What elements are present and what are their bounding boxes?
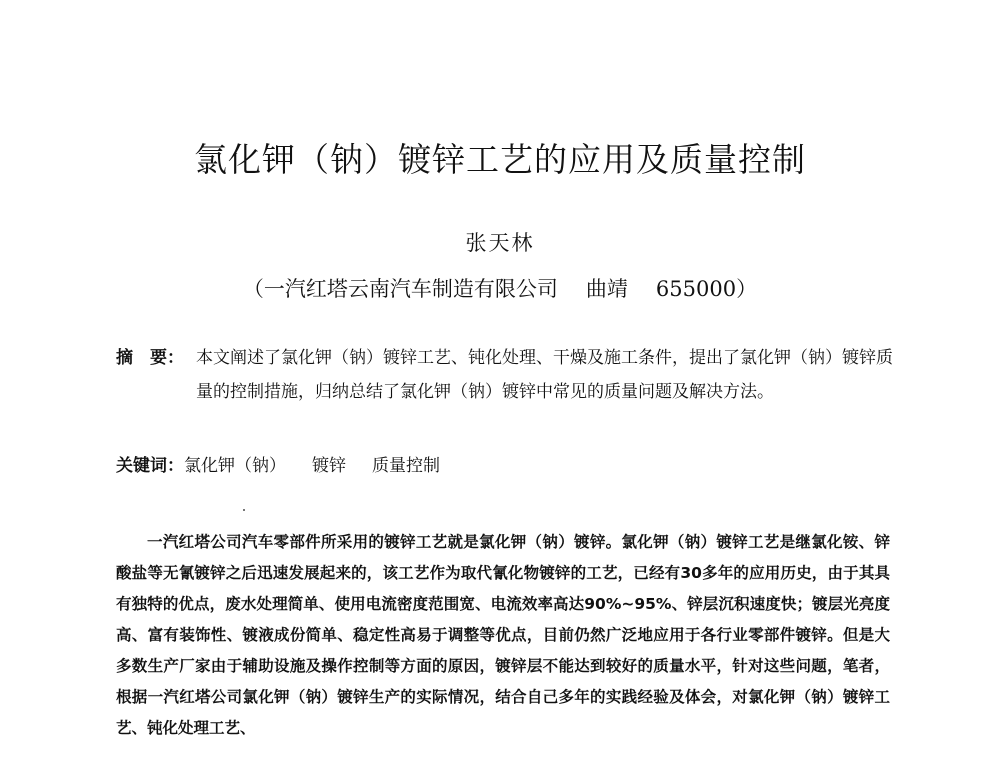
abstract-section [116, 341, 896, 409]
keywords-section [116, 451, 466, 481]
keyword-item: 氯化钾（钠） [184, 456, 286, 476]
abstract-text: 本文阐述了氯化钾（钠）镀锌工艺、钝化处理、干燥及施工条件，提出了氯化钾（钠）镀锌质量的控制措施，归纳总结了氯化钾（钠）镀锌中常见的质量问题及解决方法。 [196, 348, 893, 402]
author-affiliation [0, 273, 1000, 305]
abstract-row [116, 341, 896, 409]
keyword-item: 质量控制 [372, 456, 440, 476]
body-paragraph: 一汽红塔公司汽车零部件所采用的镀锌工艺就是氯化钾（钠）镀锌。氯化钾（钠）镀锌工艺是继氯化铵、锌酸盐等无氰镀锌之后迅速发展起来的，该工艺作为取代氰化物镀锌的工艺，已经有30多年的应用历史，由于其具有独特的优点，废水处理简单、使用电流密度范围宽、电流效率高达90%~95%、锌层沉积速度快；镀层光亮度高、富有装饰性、镀液成份简单、稳定性高易于调整等优点，目前仍然广泛地应用于各行业零部件镀锌。但是大多数生产厂家由于辅助设施及操作控制等方面的原因，镀锌层不能达到较好的质量水平，针对这些问题，笔者，根据一汽红塔公司氯化钾（钠）镀锌生产的实际情况，结合自己多年的实践经验及体会，对氯化钾（钠）镀锌工艺、钝化处理工艺、 [116, 533, 890, 737]
affiliation-org: （一汽红塔云南汽车制造有限公司 [242, 277, 558, 301]
affiliation-postcode: 655000） [655, 277, 758, 301]
paper-title: 氯化钾（钠）镀锌工艺的应用及质量控制 [194, 140, 806, 179]
affiliation-city: 曲靖 [585, 277, 628, 301]
keywords-label: 关键词： [116, 456, 184, 476]
abstract-label: 摘 要： [116, 348, 184, 368]
author-name: 张天林 [465, 231, 535, 255]
scan-speck [243, 509, 245, 511]
keyword-item: 镀锌 [312, 456, 346, 476]
